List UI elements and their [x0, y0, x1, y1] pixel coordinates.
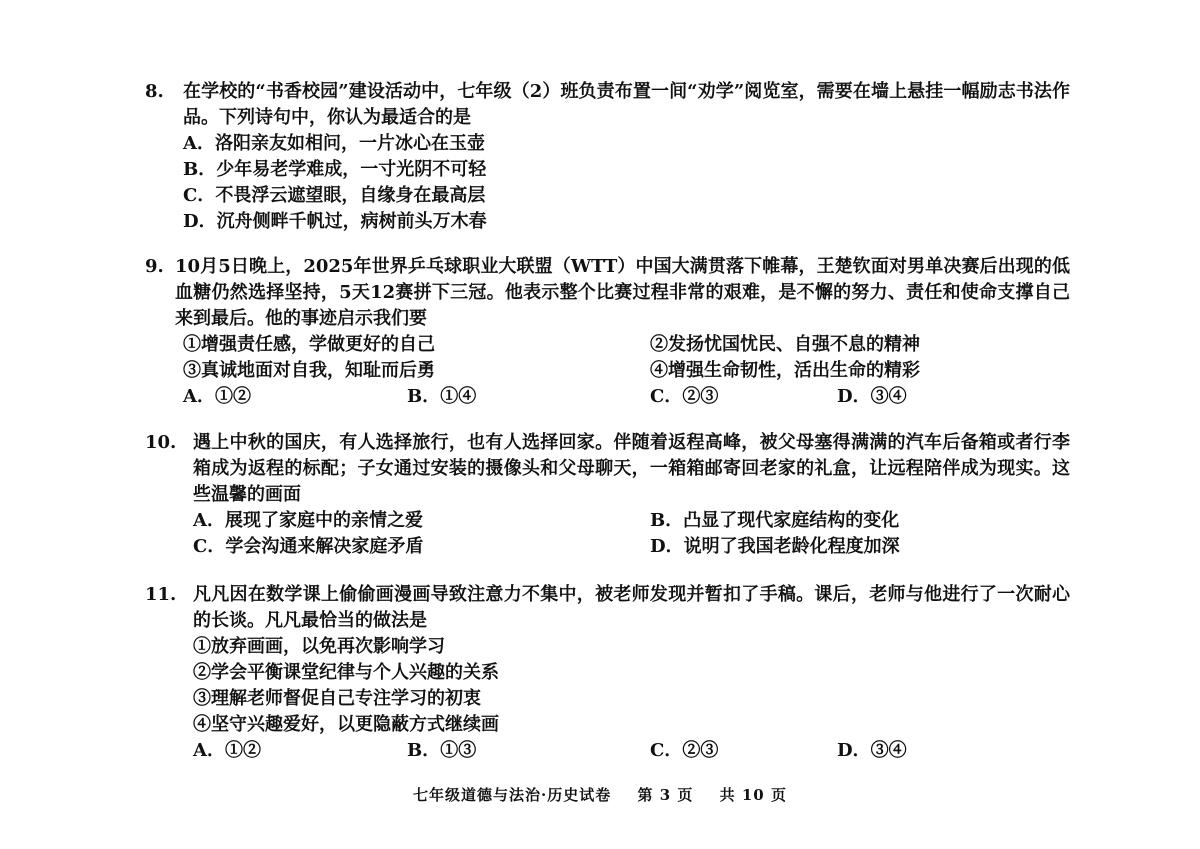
item-row-1 — [145, 332, 1070, 358]
item-row-2 — [145, 358, 1070, 384]
question-stem: 遇上中秋的国庆，有人选择旅行，也有人选择回家。伴随着返程高峰，被父母塞得满满的汽车后备箱或者行李箱成为返程的标配；子女通过安装的摄像头和父母聊天，一箱箱邮寄回老家的礼盒，让远程陪伴成为现实。这些温馨的画面 — [193, 432, 1070, 505]
footer-total-pages: 共 10 页 — [719, 786, 787, 804]
option-c: C．学会沟通来解决家庭矛盾 — [193, 536, 424, 557]
option-row-2 — [145, 534, 1070, 560]
option-d: D．说明了我国老龄化程度加深 — [650, 536, 900, 557]
question-number: 9. — [145, 256, 164, 277]
option-row-1 — [145, 508, 1070, 534]
footer-page-number: 第 3 页 — [637, 786, 694, 804]
choice-row — [145, 738, 1070, 764]
page-footer — [0, 784, 1200, 805]
question-stem: 在学校的“书香校园”建设活动中，七年级（2）班负责布置一间“劝学”阅览室，需要在墙上悬挂一幅励志书法作品。下列诗句中，你认为最适合的是 — [183, 81, 1070, 128]
choice-b: B．①③ — [407, 740, 477, 761]
item-3: ③真诚地面对自我，知耻而后勇 — [183, 360, 435, 381]
choice-d: D．③④ — [837, 740, 907, 761]
choice-b: B．①④ — [407, 386, 477, 407]
option-c: C．不畏浮云遮望眼，自缘身在最高层 — [183, 185, 486, 206]
question-stem: 10月5日晚上，2025年世界乒乓球职业大联盟（WTT）中国大满贯落下帷幕，王楚钦面对男单决赛后出现的低血糖仍然选择坚持，5天12赛拼下三冠。他表示整个比赛过程非常的艰难，是不懈的努力、责任和使命支撑自己来到最后。他的事迹启示我们要 — [175, 256, 1070, 329]
item-4: ④坚守兴趣爱好，以更隐蔽方式继续画 — [193, 714, 499, 735]
item-1: ①增强责任感，学做更好的自己 — [183, 334, 435, 355]
question-10 — [145, 430, 1070, 560]
question-number: 10. — [145, 432, 177, 453]
option-d: D．沉舟侧畔千帆过，病树前头万木春 — [183, 211, 487, 232]
footer-subject: 七年级道德与法治·历史试卷 — [413, 786, 612, 804]
choice-row — [145, 384, 1070, 410]
option-b: B．少年易老学难成，一寸光阴不可轻 — [183, 159, 487, 180]
option-a: A．展现了家庭中的亲情之爱 — [193, 510, 423, 531]
question-number: 11. — [145, 584, 177, 605]
item-2: ②学会平衡课堂纪律与个人兴趣的关系 — [193, 662, 499, 683]
question-8 — [145, 79, 1070, 235]
question-stem: 凡凡因在数学课上偷偷画漫画导致注意力不集中，被老师发现并暂扣了手稿。课后，老师与他进行了一次耐心的长谈。凡凡最恰当的做法是 — [193, 584, 1070, 631]
item-3: ③理解老师督促自己专注学习的初衷 — [193, 688, 481, 709]
option-b: B．凸显了现代家庭结构的变化 — [650, 510, 900, 531]
question-number: 8. — [145, 81, 164, 102]
item-4: ④增强生命韧性，活出生命的精彩 — [650, 360, 920, 381]
choice-c: C．②③ — [650, 740, 719, 761]
choice-c: C．②③ — [650, 386, 719, 407]
choice-a: A．①② — [183, 386, 251, 407]
choice-a: A．①② — [193, 740, 261, 761]
option-list — [183, 131, 1070, 235]
question-11 — [145, 582, 1070, 764]
choice-d: D．③④ — [837, 386, 907, 407]
option-a: A．洛阳亲友如相问，一片冰心在玉壶 — [183, 133, 485, 154]
item-1: ①放弃画画，以免再次影响学习 — [193, 636, 445, 657]
item-2: ②发扬忧国忧民、自强不息的精神 — [650, 334, 920, 355]
question-9 — [145, 254, 1070, 410]
